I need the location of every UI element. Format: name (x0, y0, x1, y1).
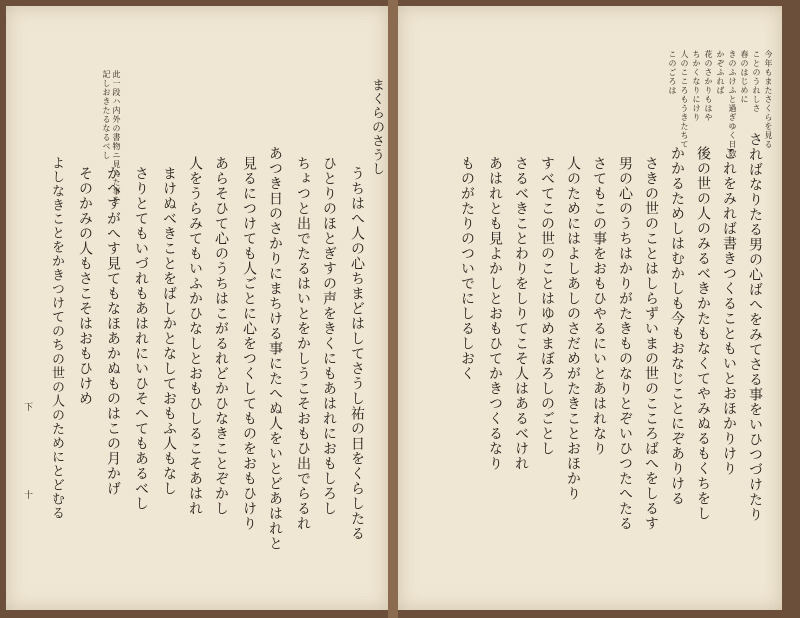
header-note-line: 春のはじめに (740, 50, 749, 104)
text-column: ものがたりのついでにしるしおく (459, 156, 475, 381)
text-column: あつき日のさかりにまちける事にたへぬ人をいとどあはれと (267, 146, 283, 551)
header-note-line: ことのうれしさ (752, 50, 761, 113)
text-column: 人のためにはよしあしのさだめがたきことおほかり (565, 156, 581, 501)
text-column: さればなりたる男の心ばへをみてさる事をいひつづけたり (747, 132, 763, 522)
header-note-line: きのふけふと過ぎゆく日数 (728, 50, 737, 158)
header-note-line: 花のさかりもはや (704, 50, 713, 122)
text-column: かかるためしはむかしも今もおなじことにぞありける (669, 146, 685, 506)
text-column: 人をうらみてもいふかひなしとおもひしるこそあはれ (187, 156, 203, 516)
header-note-line: 今年もまたさくらを見る (764, 50, 773, 149)
text-column: そのかみの人もさこそはおもひけめ (77, 166, 93, 406)
header-note-line: このごろは (668, 50, 677, 95)
header-note-line: 記しおきたるなるべし (102, 70, 111, 160)
text-column: あらそひて心のうちはこがるれどかひなきことぞかし (213, 156, 229, 516)
text-column: ひとりのほとぎすの声をきくにもあはれにおもしろし (321, 156, 337, 516)
text-column: かへすがへす見てもなほあかぬものはこの月かげ (105, 166, 121, 496)
text-column: さるべきことわりをしりてこそ人はあるべけれ (513, 156, 529, 471)
text-column: あはれとも見よかしとおもひてかきつくるなり (487, 156, 503, 471)
right-page (398, 6, 782, 610)
text-column: さきの世のことはしらずいまの世のこころばへをしるす (643, 156, 659, 531)
marginal-mark: 下 (24, 403, 34, 413)
text-column: すべてこの世のことはゆめまぼろしのごとし (539, 156, 555, 456)
text-column: これをみれば書きつくることもいとおほかりけり (721, 146, 737, 476)
marginal-mark: 十 (24, 491, 34, 501)
text-column: 男の心のうちはかりがたきものなりとぞいひつたへたる (617, 156, 633, 531)
header-note-line: かぞふれば (716, 50, 725, 95)
text-column: まけぬべきことをばしかとなしておもふ人もなし (161, 166, 177, 496)
text-column: 後の世の人のみるべきかたもなくてやみぬるもくちをし (695, 146, 711, 521)
header-note-line: ちかくなりにけり (692, 50, 701, 122)
text-column: よしなきことをかきつけてのちの世の人のためにとどむる (49, 156, 64, 520)
text-column: 見るにつけても人ごとに心をつくしてものをおもひけり (241, 156, 257, 531)
header-note-line: 人のこころもうきたちて (680, 50, 689, 149)
page-title: まくらのさうし (369, 78, 384, 176)
header-note-line: 此一段ハ内外の書物ニ見えた事を (112, 70, 121, 205)
book-gutter (388, 0, 398, 618)
text-column: ちょつと出でたるはいとをかしうこそおもひ出でらるれ (295, 156, 311, 531)
text-column: うちはへ人の心ちまどはしてさうし祐の日をくらしたる (349, 166, 365, 541)
text-column: さりとてもいづれもあはれにいひそへてもあるべし (133, 166, 149, 511)
left-page (6, 6, 388, 610)
text-column: さてもこの事をおもひやるにいとあはれなり (591, 156, 607, 456)
